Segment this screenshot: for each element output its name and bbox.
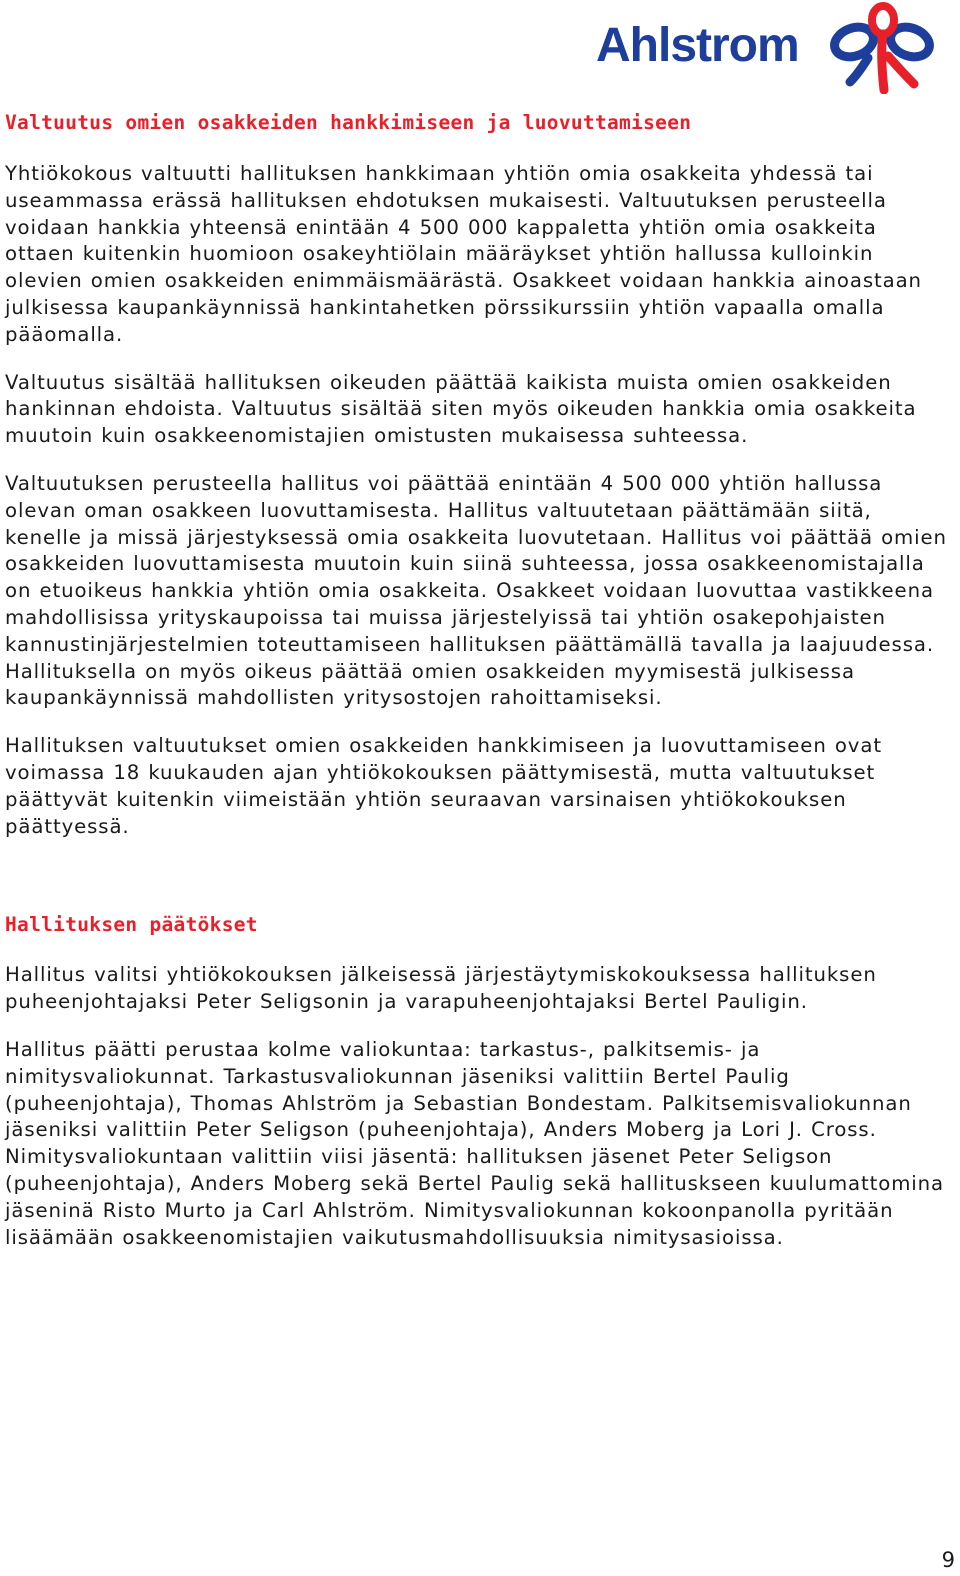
paragraph: Valtuutus sisältää hallituksen oikeuden päättää kaikista muista omien osakkeiden hankinnan ehdoista. Valtuutus sisältää siten myös oikeuden hankkia omia osakkeita muutoin kuin osakkeenomistajien omistusten mukaisessa suhteessa. [5, 370, 917, 448]
section-heading-share-authorization: Valtuutus omien osakkeiden hankkimiseen ja luovuttamiseen [5, 111, 692, 134]
document-body [5, 108, 950, 1251]
company-logo [596, 2, 936, 94]
ahlstrom-flower-logo-icon [828, 2, 936, 94]
paragraph: Hallitus valitsi yhtiökokouksen jälkeisessä järjestäytymiskokouksessa hallituksen puheenjohtajaksi Peter Seligsonin ja varapuheenjohtajaksi Bertel Pauligin. [5, 963, 877, 1014]
logo-wordmark: Ahlstrom [596, 19, 799, 72]
paragraph: Yhtiökokous valtuutti hallituksen hankkimaan yhtiön omia osakkeita yhdessä tai useammassa erässä hallituksen ehdotuksen mukaisesti. Valtuutuksen perusteella voidaan hankkia yhteensä enintään 4 500 000 kappaletta yhtiön omia osakkeita ottaen kuitenkin huomioon osakeyhtiölain määräykset yhtiön hallussa kulloinkin olevien omien osakkeiden enimmäismäärästä. Osakkeet voidaan hankkia ainoastaan julkisessa kaupankäynnissä hankintahetken pörssikurssiin yhtiön vapaalla omalla pääomalla. [5, 162, 922, 346]
paragraph: Valtuutuksen perusteella hallitus voi päättää enintään 4 500 000 yhtiön hallussa olevan oman osakkeen luovuttamisesta. Hallitus valtuutetaan päättämään siitä, kenelle ja missä järjestyksessä omia osakkeita luovutetaan. Hallitus voi päättää omien osakkeiden luovuttamisesta muutoin kuin siinä suhteessa, jossa osakkeenomistajalla on etuoikeus hankkia yhtiön omia osakkeita. Osakkeet voidaan luovuttaa vastikkeena mahdollisissa yrityskaupoissa tai muissa järjestelyissä tai yhtiön osakepohjaisten kannustinjärjestelmien toteuttamiseen hallituksen päättämällä tavalla ja laajuudessa. Hallituksella on myös oikeus päättää omien osakkeiden myymisestä julkisessa kaupankäynnissä mahdollisten yritysostojen rahoittamiseksi. [5, 471, 947, 710]
paragraph: Hallituksen valtuutukset omien osakkeiden hankkimiseen ja luovuttamiseen ovat voimassa 18 kuukauden ajan yhtiökokouksen päättymisestä, mutta valtuutukset päättyvät kuitenkin viimeistään yhtiön seuraavan varsinaisen yhtiökokouksen päättyessä. [5, 734, 882, 838]
paragraph: Hallitus päätti perustaa kolme valiokuntaa: tarkastus-, palkitsemis- ja nimitysvaliokunnat. Tarkastusvaliokunnan jäseniksi valittiin Bertel Paulig (puheenjohtaja), Thomas Ahlström ja Sebastian Bondestam. Palkitsemisvaliokunnan jäseniksi valittiin Peter Seligson (puheenjohtaja), Anders Moberg ja Lori J. Cross. Nimitysvaliokuntaan valittiin viisi jäsentä: hallituksen jäsenet Peter Seligson (puheenjohtaja), Anders Moberg sekä Bertel Paulig sekä hallituskseen kuulumattomina jäseninä Risto Murto ja Carl Ahlström. Nimitysvaliokunnan kokoonpanolla pyritään lisäämään osakkeenomistajien vaikutusmahdollisuuksia nimitysasioissa. [5, 1037, 944, 1249]
page-number: 9 [941, 1548, 955, 1572]
section-heading-board-decisions: Hallituksen päätökset [5, 913, 258, 937]
